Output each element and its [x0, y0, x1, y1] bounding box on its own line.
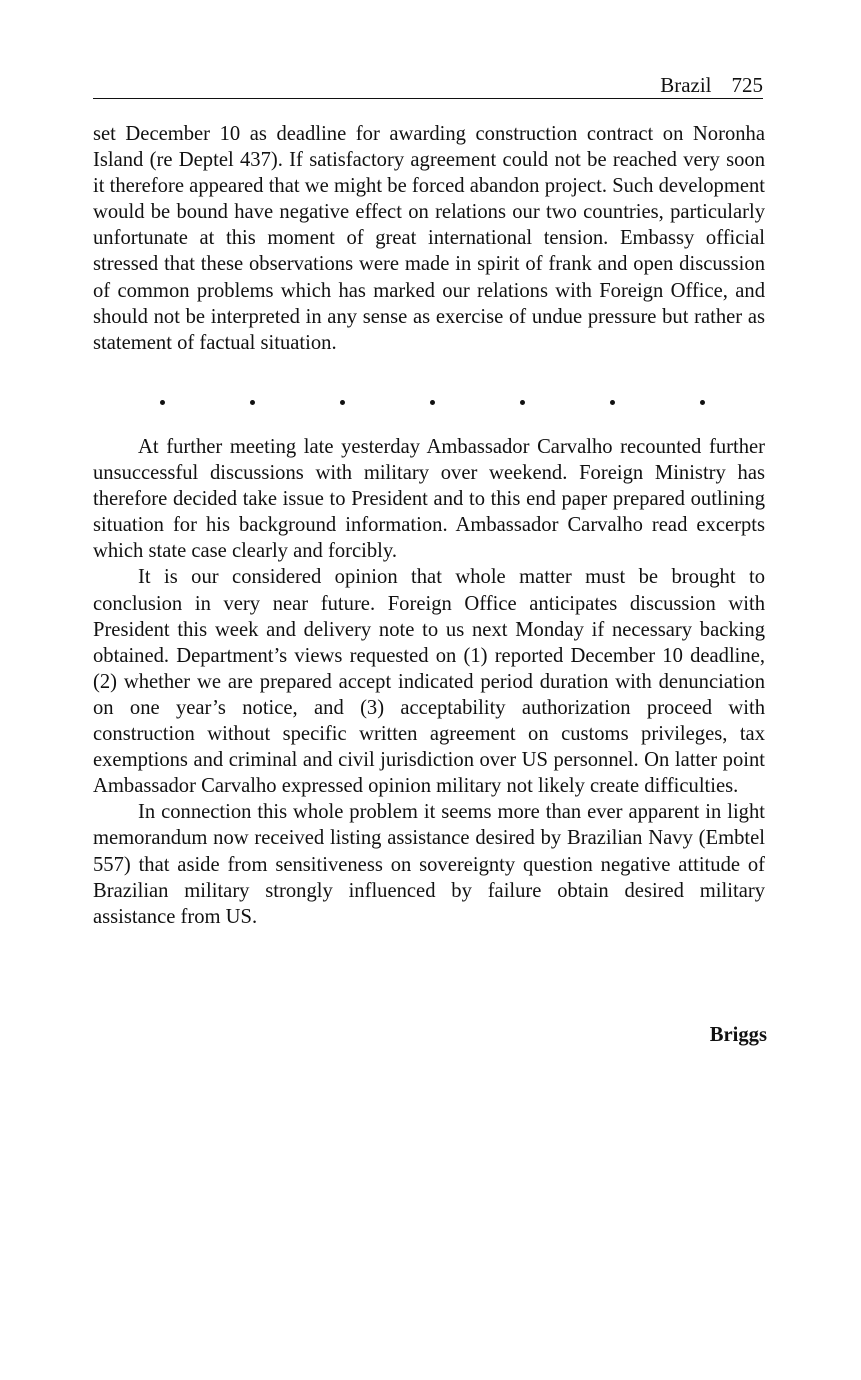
ellipsis-dot [610, 400, 615, 405]
ellipsis-dot [160, 400, 165, 405]
paragraph-further-meeting: At further meeting late yesterday Ambassador Carvalho recounted further unsuccessful discussions with military over weekend. Foreign Ministry has therefore decided take issue to President and to this end paper prepared outlining situation for his background information. Ambassador Carvalho read excerpts which state case clearly and forcibly. [93, 436, 765, 563]
section-name: Brazil [660, 73, 712, 97]
ellipsis-dot [700, 400, 705, 405]
running-head [93, 72, 763, 99]
main-text-block [93, 434, 765, 930]
ellipsis-dot [520, 400, 525, 405]
paragraph-considered-opinion: It is our considered opinion that whole matter must be brought to conclusion in very near future. Foreign Office anticipates discussion with President this week and delivery note to us next Monday if necessary backing obtained. Department’s views requested on (1) reported December 10 deadline, (2) whether we are prepared accept indicated period duration with denunciation on one year’s notice, and (3) acceptability authorization proceed with construction without specific written agreement on customs privileges, tax exemptions and criminal and civil jurisdiction over US personnel. On latter point Ambassador Carvalho expressed opinion military not likely create difficulties. [93, 566, 765, 798]
ellipsis-separator [160, 400, 705, 405]
signature: Briggs [709, 1024, 767, 1046]
continuation-paragraph: set December 10 as deadline for awarding construction contract on Noronha Island (re Deptel 437). If satisfactory agreement could not be reached very soon it therefore appeared that we might be forced abandon project. Such development would be bound have negative effect on relations our two countries, particularly unfortunate at this moment of great international tension. Embassy official stressed that these observations were made in spirit of frank and open discussion of common problems which has marked our relations with Foreign Office, and should not be interpreted in any sense as exercise of undue pressure but rather as statement of factual situation. [93, 123, 765, 354]
ellipsis-dot [340, 400, 345, 405]
page-number: 725 [731, 73, 763, 97]
ellipsis-dot [250, 400, 255, 405]
ellipsis-dot [430, 400, 435, 405]
paragraph-in-connection: In connection this whole problem it seems more than ever apparent in light memorandum now received listing assistance desired by Brazilian Navy (Embtel 557) that aside from sensitiveness on sovereignty question negative attitude of Brazilian military strongly influenced by failure obtain desired military assistance from US. [93, 801, 765, 928]
continuation-block [93, 121, 765, 356]
